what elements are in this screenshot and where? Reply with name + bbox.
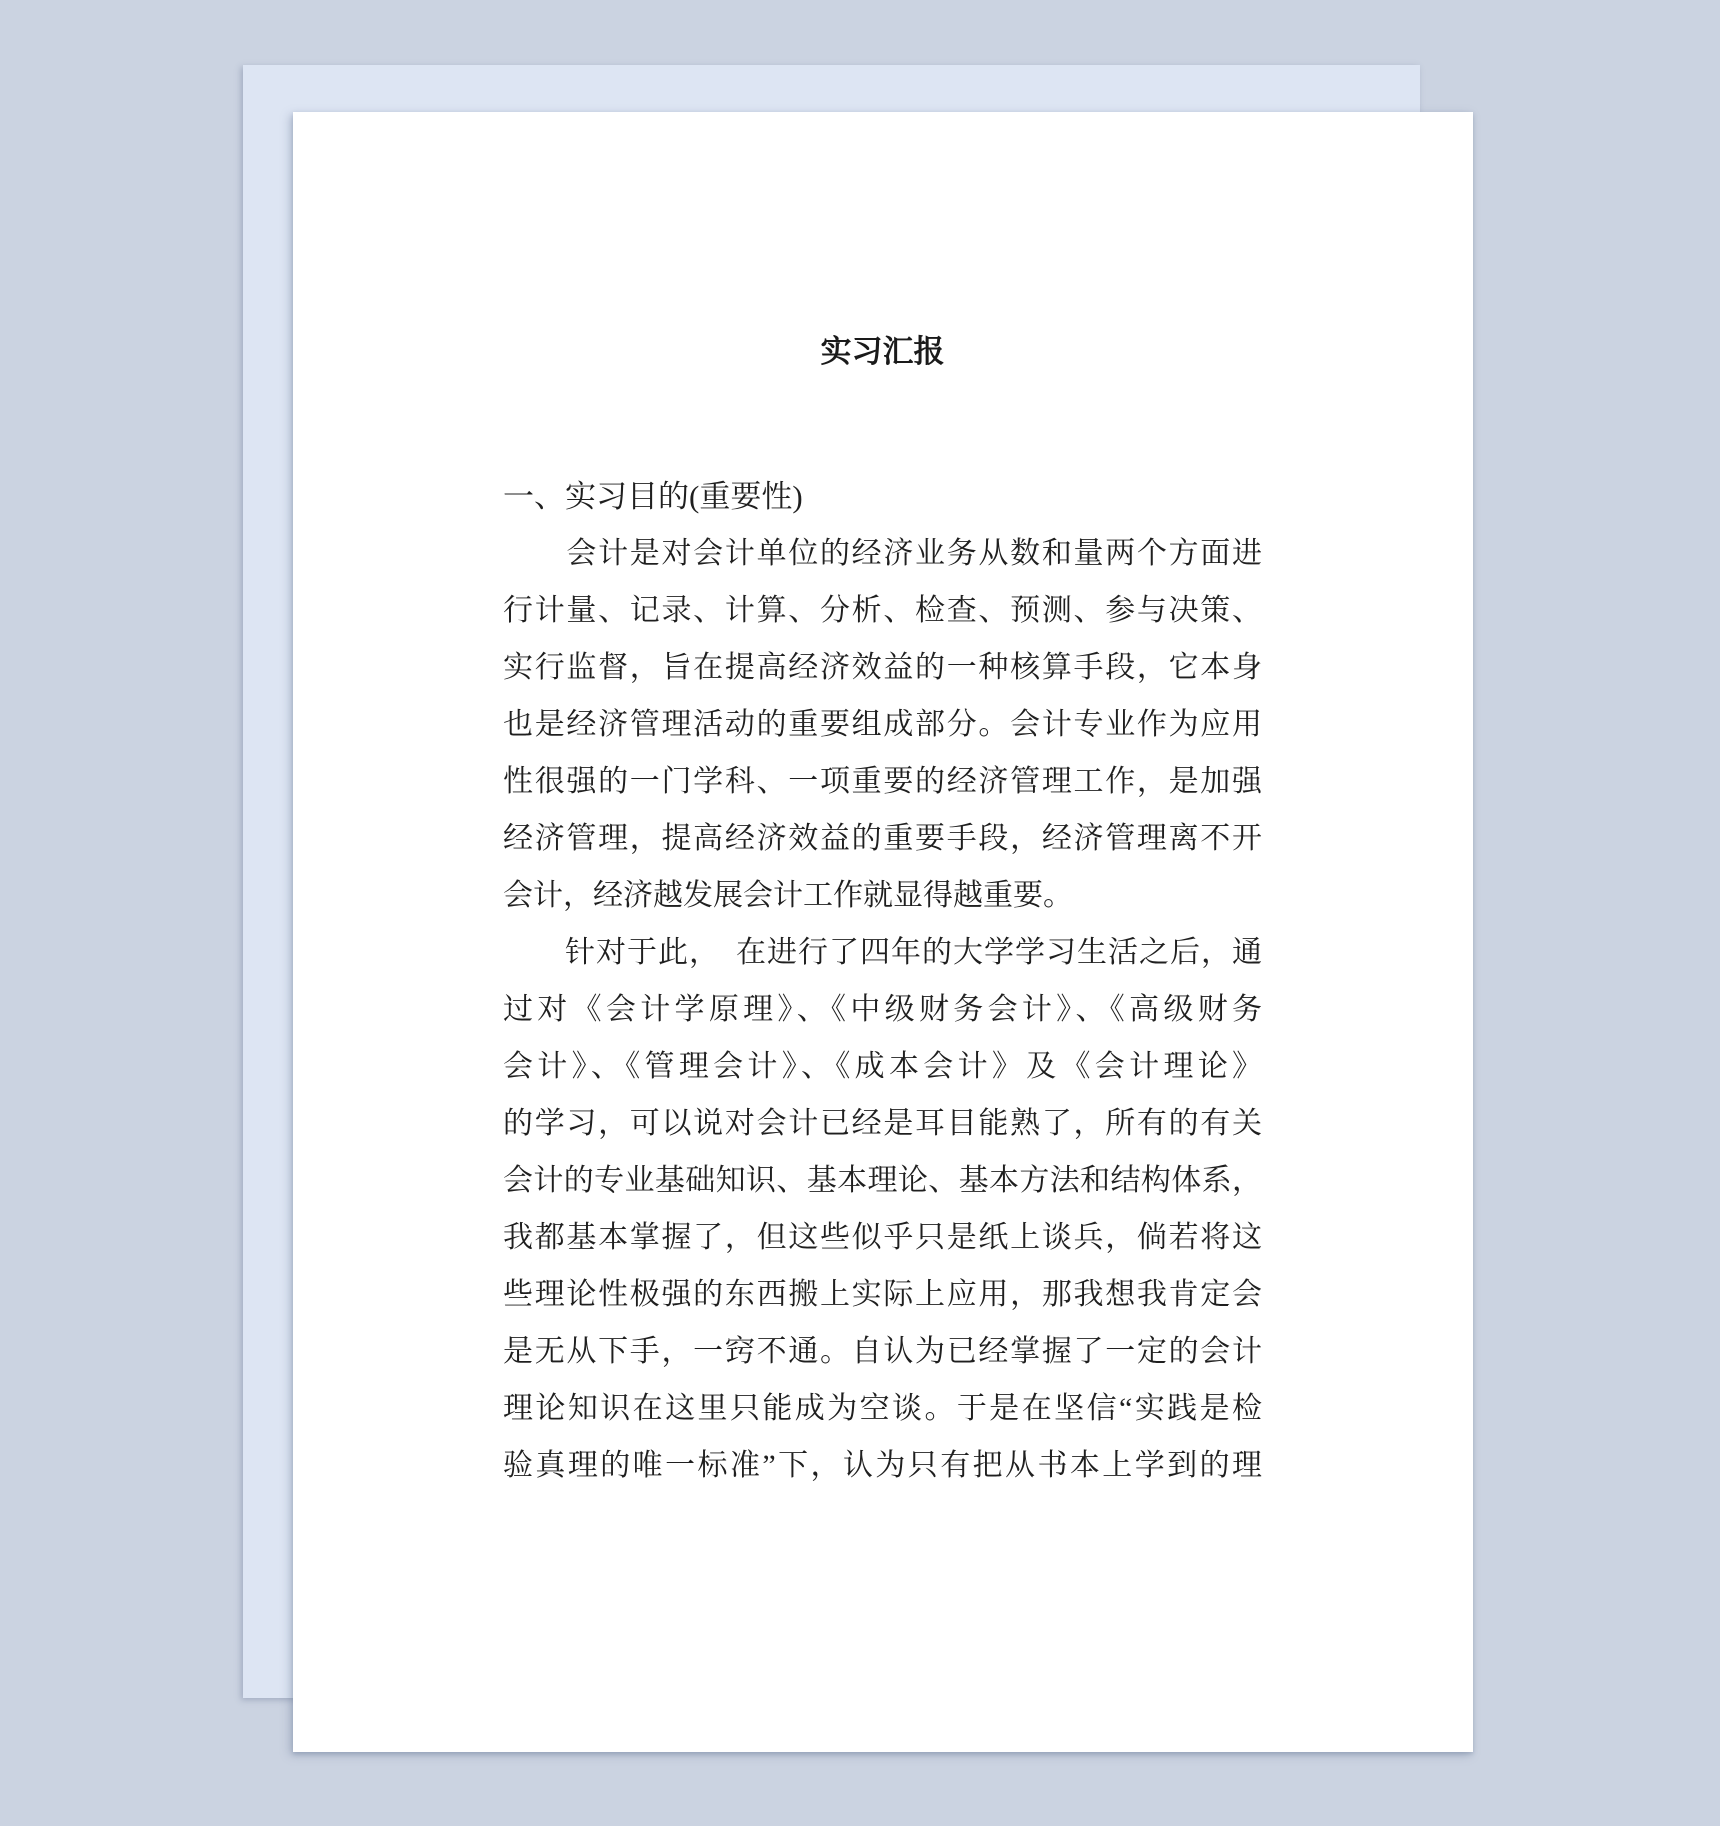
- document-content: [293, 323, 1473, 1494]
- text-line: 行计量、记录、计算、分析、检查、预测、参与决策、: [503, 594, 1262, 627]
- text-line: 会计，经济越发展会计工作就显得越重要。: [503, 879, 1073, 912]
- text-line: 过对《会计学原理》、《中级财务会计》、《高级财务: [503, 993, 1262, 1026]
- text-line: 是无从下手，一窍不通。自认为已经掌握了一定的会计: [503, 1335, 1262, 1368]
- text-line: 会计是对会计单位的经济业务从数和量两个方面进: [503, 537, 1262, 570]
- text-line: 些理论性极强的东西搬上实际上应用，那我想我肯定会: [503, 1278, 1262, 1311]
- text-line: 的学习，可以说对会计已经是耳目能熟了，所有的有关: [503, 1107, 1262, 1140]
- text-line: 我都基本掌握了，但这些似乎只是纸上谈兵，倘若将这: [503, 1221, 1262, 1254]
- document-page: [293, 112, 1473, 1752]
- text-line: 会计》、《管理会计》、《成本会计》及《会计理论》: [503, 1050, 1262, 1083]
- document-title: 实习汇报: [820, 334, 945, 369]
- section-body: [503, 525, 1262, 1494]
- text-line: 性很强的一门学科、一项重要的经济管理工作，是加强: [503, 765, 1262, 798]
- text-line: 针对于此， 在进行了四年的大学学习生活之后，通: [503, 936, 1262, 969]
- text-line: 验真理的唯一标准”下，认为只有把从书本上学到的理: [503, 1449, 1262, 1482]
- text-line: 理论知识在这里只能成为空谈。于是在坚信“实践是检: [503, 1392, 1262, 1425]
- text-line: 也是经济管理活动的重要组成部分。会计专业作为应用: [503, 708, 1262, 741]
- text-line: 会计的专业基础知识、基本理论、基本方法和结构体系，: [503, 1164, 1262, 1197]
- text-line: 经济管理，提高经济效益的重要手段，经济管理离不开: [503, 822, 1262, 855]
- text-line: 实行监督，旨在提高经济效益的一种核算手段，它本身: [503, 651, 1262, 684]
- section-heading: 一、实习目的(重要性): [503, 479, 803, 514]
